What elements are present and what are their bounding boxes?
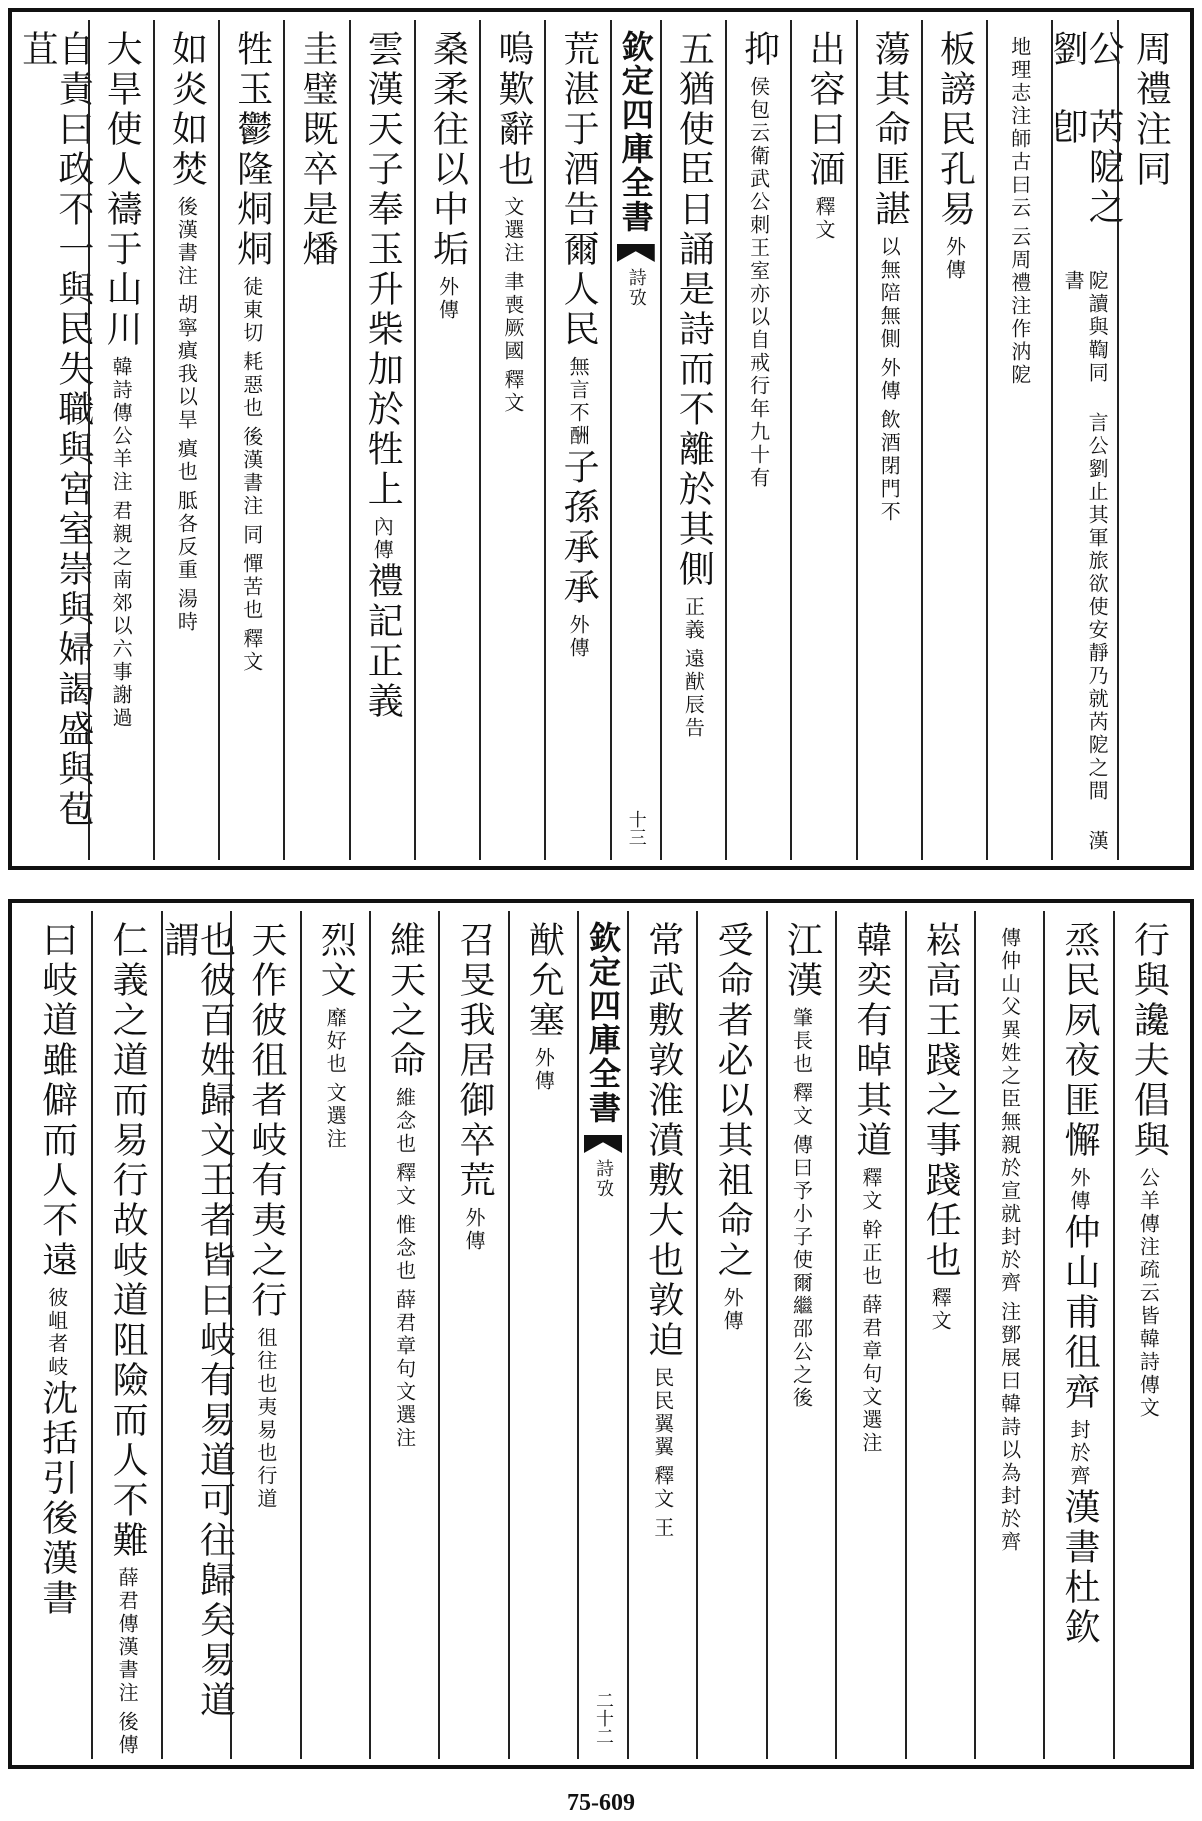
quote-text: 彼徂者岐有夷之行 — [245, 1001, 287, 1321]
annotation-text: 徂往也夷易也行道 — [253, 1327, 278, 1511]
heading-text: 受命者必以其祖命之 — [712, 921, 754, 1281]
annotation-text: 以無陪無側 — [877, 236, 902, 351]
annotation-text: 外傳 — [720, 1287, 745, 1333]
annotation-text: 後漢書注 — [174, 196, 199, 288]
heading-text: 自責曰政不一與民失職與宮室崇與婦謁盛與苞苴 — [16, 30, 94, 830]
quote-text: 仲山甫徂齊 — [1058, 1213, 1100, 1413]
heading-text: 也彼百姓歸文王者皆曰岐有易道可往歸矣易道謂 — [158, 921, 236, 1721]
quote-text: 天子奉玉升柴加於牲上 — [362, 110, 404, 510]
text-column — [153, 20, 218, 860]
text-column — [921, 20, 986, 860]
quote-text: 沈括引後漢書 — [36, 1379, 78, 1619]
annotation-text: 釋文 — [811, 196, 836, 242]
heading-text: 烈文 — [315, 921, 357, 1001]
annotation-text: 傳仲山父異姓之臣無親於宣就封於齊 — [997, 927, 1022, 1295]
annotation-text: 文選注 — [323, 1082, 348, 1151]
text-column — [16, 20, 94, 860]
book-title: 欽定四庫全書 — [616, 30, 655, 234]
text-column — [1113, 911, 1182, 1759]
annotation-text: 外傳 — [1066, 1167, 1091, 1213]
heading-text: 如炎如焚 — [166, 30, 208, 190]
annotation-text: 聿喪厥國 — [500, 271, 525, 363]
text-column — [660, 20, 725, 860]
text-column — [986, 20, 1051, 860]
quote-text: 王踐之事踐任也 — [920, 1001, 962, 1281]
annotation-text: 外傳 — [435, 276, 460, 322]
heading-text: 牲玉 — [231, 30, 273, 110]
annotation-text: 肇長也 — [789, 1007, 814, 1076]
heading-text: 大旱使人禱于山川 — [101, 30, 143, 350]
text-column — [218, 20, 283, 860]
annotation-text: 惟念也 — [392, 1214, 417, 1283]
annotation-text: 內傳 — [370, 516, 395, 562]
text-column — [91, 911, 160, 1759]
heading-text: 荒湛于酒 — [558, 30, 600, 190]
heading-text: 蕩 — [869, 30, 911, 70]
quote-text: 芮阸之卽 — [1047, 107, 1125, 228]
text-column — [696, 911, 765, 1759]
bottom-columns — [22, 911, 1182, 1759]
heading-text: 召旻 — [453, 921, 495, 1001]
annotation-text: 外傳 — [531, 1047, 556, 1093]
text-column — [1043, 911, 1112, 1759]
quote-text: 往以中垢 — [427, 110, 469, 270]
heading-text: 抑 — [738, 30, 780, 70]
quote-text: 曰岐道雖僻而人不遠 — [36, 921, 78, 1281]
annotation-text: 薛君傳漢書注 — [115, 1567, 140, 1705]
text-column — [349, 20, 414, 860]
quote-text: 謗民孔易 — [934, 70, 976, 230]
annotation-text: 湯時 — [174, 588, 199, 634]
annotation-text: 封於齊 — [1066, 1419, 1091, 1488]
heading-text: 板 — [934, 30, 976, 70]
annotation-text: 薛君章句文選注 — [858, 1294, 883, 1455]
bottom-page — [0, 885, 1202, 1785]
heading-text: 天作 — [245, 921, 287, 1001]
annotation-text: 釋文 — [858, 1167, 883, 1213]
heading-text: 韓奕 — [850, 921, 892, 1001]
text-column — [905, 911, 974, 1759]
heading-text: 崧高 — [920, 921, 962, 1001]
top-page — [0, 0, 1202, 885]
fish-tail-mark-icon — [584, 1135, 622, 1153]
annotation-text: 釋文 — [239, 628, 264, 674]
annotation-text: 無言不酬 — [566, 356, 591, 448]
text-column — [1047, 20, 1125, 860]
annotation-text: 君親之南郊以六事謝過 — [109, 500, 134, 730]
heading-text: 公劉 — [1047, 30, 1125, 70]
quote-text: 其命匪諶 — [869, 70, 911, 230]
annotation-text: 外傳 — [942, 236, 967, 282]
annotation-text: 正義 — [681, 596, 706, 642]
heading-text: 行與讒夫倡與 — [1128, 921, 1170, 1161]
text-column — [508, 911, 577, 1759]
heading-text: 猷允塞 — [523, 921, 565, 1041]
top-columns — [16, 20, 1182, 860]
text-column — [22, 911, 91, 1759]
quote-text: 圭璧既卒是燔 — [296, 30, 338, 270]
text-column — [230, 911, 299, 1759]
section-name: 詩攷 — [593, 1159, 614, 1199]
quote-text: 鬱隆烔烔 — [231, 110, 273, 270]
quote-text: 敷敦淮濆敷大也敦迫 — [642, 1001, 684, 1361]
text-column — [790, 20, 855, 860]
quote-text: 子孫承承 — [558, 448, 600, 608]
heading-text: 烝民 — [1058, 921, 1100, 1001]
text-column — [88, 20, 153, 860]
annotation-text: 釋文 — [789, 1082, 814, 1128]
heading-text: 嗚歎辭也 — [492, 30, 534, 190]
fish-tail-mark-icon — [617, 244, 655, 262]
text-column — [856, 20, 921, 860]
annotation-text: 云周禮注作汭阸 — [1007, 226, 1032, 387]
text-column — [438, 911, 507, 1759]
annotation-text: 幹正也 — [858, 1219, 883, 1288]
annotation-text: 韓詩傳公羊注 — [109, 356, 134, 494]
heading-text: 仁義之道而易行故岐道阻險而人不難 — [107, 921, 149, 1561]
heading-text: 五猶使臣日誦是詩而不離於其側 — [673, 30, 715, 590]
annotation-text: 薛君章句文選注 — [392, 1289, 417, 1450]
annotation-text: 後傳 — [115, 1711, 140, 1757]
annotation-text: 侯包云衛武公刺王室亦以自戒行年九十有 — [746, 76, 771, 490]
annotation-text: 胡寧瘨我以旱 — [174, 294, 199, 432]
annotation-text: 釋文 — [928, 1287, 953, 1333]
annotation-text: 釋文 — [650, 1465, 675, 1511]
annotation-text: 靡好也 — [323, 1007, 348, 1076]
heading-text: 常武 — [642, 921, 684, 1001]
center-margin-column — [577, 911, 627, 1759]
annotation-text: 徒東切 — [239, 276, 264, 345]
annotation-text: 文選注 — [500, 196, 525, 265]
annotation-text: 同 — [239, 524, 264, 547]
book-title: 欽定四庫全書 — [584, 921, 622, 1125]
quote-text: 漢書杜欽 — [1058, 1488, 1100, 1648]
heading-text: 雲漢 — [362, 30, 404, 110]
annotation-text: 後漢書注 — [239, 426, 264, 518]
annotation-text: 憚苦也 — [239, 553, 264, 622]
text-column — [283, 20, 348, 860]
annotation-text: 瘨也 — [174, 438, 199, 484]
annotation-text: 胝各反重 — [174, 490, 199, 582]
center-margin-column — [610, 20, 660, 860]
annotation-text: 維念也 — [392, 1087, 417, 1156]
section-name: 詩攷 — [625, 268, 647, 308]
annotation-text: 釋文 — [500, 369, 525, 415]
text-column — [974, 911, 1043, 1759]
annotation-text: 公羊傳注疏云皆韓詩傳文 — [1136, 1167, 1161, 1420]
annotation-text: 外傳 — [566, 614, 591, 660]
annotation-text: 傳曰予小子使爾繼邵公之後 — [789, 1134, 814, 1410]
heading-text: 周禮注同 — [1130, 30, 1172, 190]
text-column — [158, 911, 236, 1759]
text-column — [479, 20, 544, 860]
text-column — [835, 911, 904, 1759]
folio-number: 十三 — [625, 810, 647, 846]
text-column — [1117, 20, 1182, 860]
page-number: 75-609 — [567, 1790, 635, 1816]
annotation-text: 遠猷辰告 — [681, 648, 706, 740]
annotation-text: 民民翼翼 — [650, 1367, 675, 1459]
heading-text: 維天之命 — [384, 921, 426, 1081]
annotation-text: 注鄧展曰韓詩以為封於齊 — [997, 1301, 1022, 1554]
annotation-text: 地理志注師古曰云 — [1007, 36, 1032, 220]
quote-text: 禮記正義 — [362, 562, 404, 722]
quote-text: 我居御卒荒 — [453, 1001, 495, 1201]
quote-text: 夙夜匪懈 — [1058, 1001, 1100, 1161]
annotation-text: 外傳 — [461, 1207, 486, 1253]
annotation-text: 王 — [650, 1517, 675, 1540]
text-column — [627, 911, 696, 1759]
text-column — [725, 20, 790, 860]
annotation-text: 彼岨者岐 — [44, 1287, 69, 1379]
folio-number: 二十二 — [593, 1691, 614, 1745]
heading-text: 出容曰湎 — [803, 30, 845, 190]
quote-text: 有晫其道 — [850, 1001, 892, 1161]
text-column — [369, 911, 438, 1759]
text-column — [544, 20, 609, 860]
annotation-text: 阸讀與鞫同 言公劉止其軍旅欲使安靜乃就芮阸之間 漢書 — [1061, 269, 1110, 853]
annotation-text: 耗惡也 — [239, 351, 264, 420]
annotation-text: 釋文 — [392, 1162, 417, 1208]
text-column — [414, 20, 479, 860]
annotation-text: 飲酒閉門不 — [877, 409, 902, 524]
annotation-text: 外傳 — [877, 357, 902, 403]
heading-text: 桑柔 — [427, 30, 469, 110]
heading-text: 江漢 — [781, 921, 823, 1001]
quote-text: 告爾人民 — [558, 190, 600, 350]
text-column — [300, 911, 369, 1759]
text-column — [766, 911, 835, 1759]
